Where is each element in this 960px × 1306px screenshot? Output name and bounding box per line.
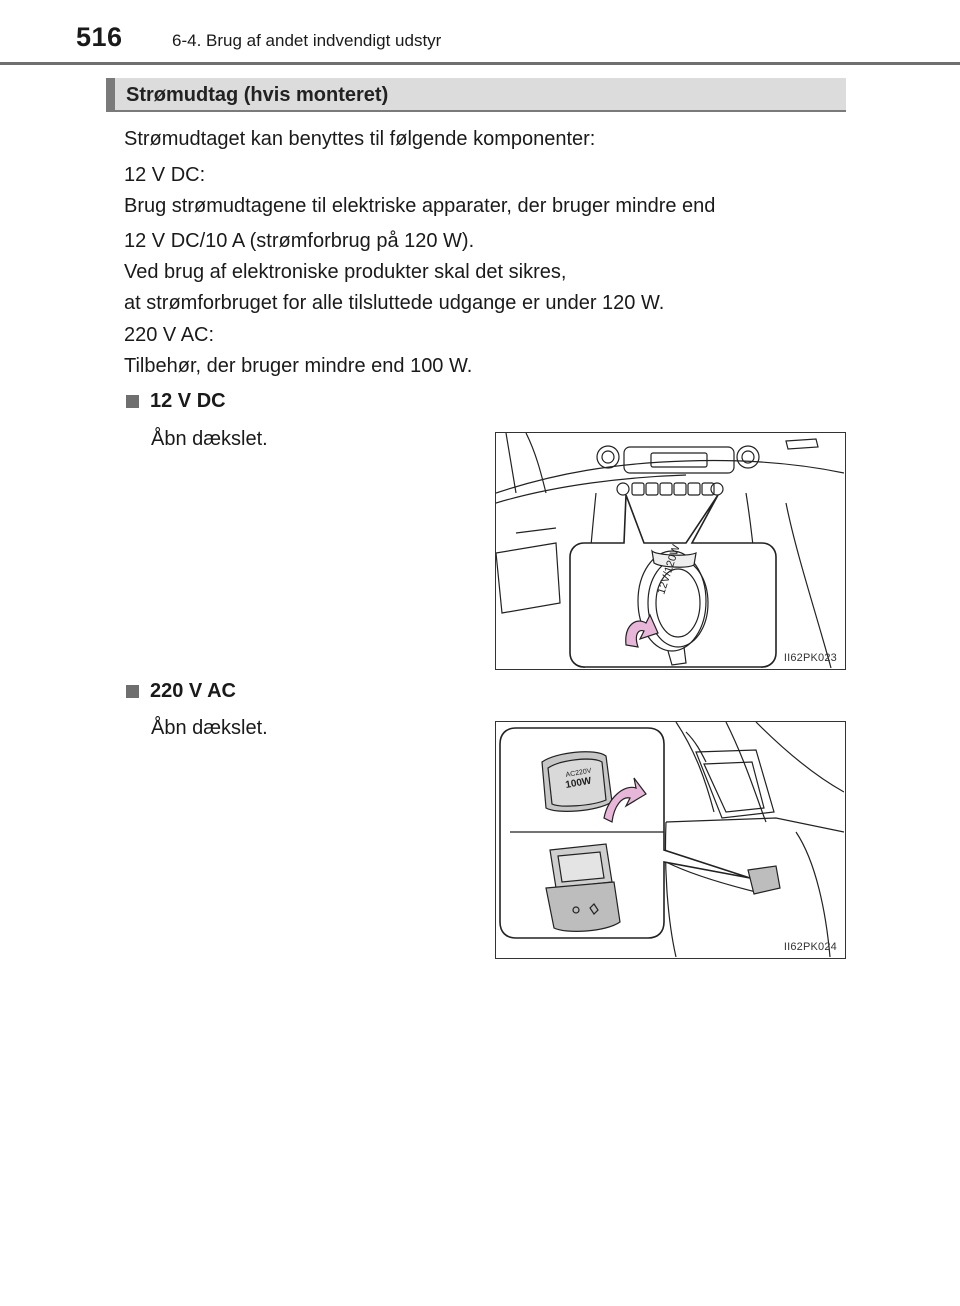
figure-220v-label-1: AC220V [565, 767, 593, 779]
section-heading: Strømudtag (hvis monteret) [106, 78, 846, 112]
subsection-heading-12v [126, 390, 226, 413]
dc-rating: 12 V DC/10 A (strømforbrug på 120 W). [124, 230, 475, 252]
figure-220v-label-2: 100W [564, 775, 593, 791]
dc-rating-paragraph [124, 226, 844, 319]
dc-paragraph [124, 160, 844, 222]
header-divider [0, 62, 960, 65]
figure-12v-label: 12V/120W [655, 543, 683, 596]
figure-220v-outlet [495, 721, 846, 959]
intro-paragraph: Strømudtaget kan benyttes til følgende komponenter: [124, 128, 596, 150]
figure-code: II62PK023 [783, 652, 837, 664]
chapter-title: 6-4. Brug af andet indvendigt udstyr [172, 31, 442, 50]
figure-code: II62PK024 [783, 941, 837, 953]
dc-text: Brug strømudtagene til elektriske apparater, der bruger mindre end [124, 195, 716, 217]
subsection-title: 12 V DC [150, 390, 226, 412]
square-bullet-icon [126, 395, 139, 408]
dashboard-illustration [496, 433, 844, 668]
ac-paragraph [124, 320, 844, 382]
square-bullet-icon [126, 685, 139, 698]
page-number: 516 [76, 22, 123, 52]
subsection-heading-220v [126, 680, 236, 703]
dc-label: 12 V DC: [124, 164, 206, 186]
console-illustration [496, 722, 844, 957]
dc-note-1: Ved brug af elektroniske produkter skal det sikres, [124, 261, 567, 283]
step-text: Åbn dækslet. [151, 717, 268, 739]
subsection-title: 220 V AC [150, 680, 236, 702]
ac-text: Tilbehør, der bruger mindre end 100 W. [124, 355, 473, 377]
step-text: Åbn dækslet. [151, 428, 268, 450]
dc-note-2: at strømforbruget for alle tilsluttede udgange er under 120 W. [124, 292, 665, 314]
ac-label: 220 V AC: [124, 324, 215, 346]
figure-12v-outlet [495, 432, 846, 670]
